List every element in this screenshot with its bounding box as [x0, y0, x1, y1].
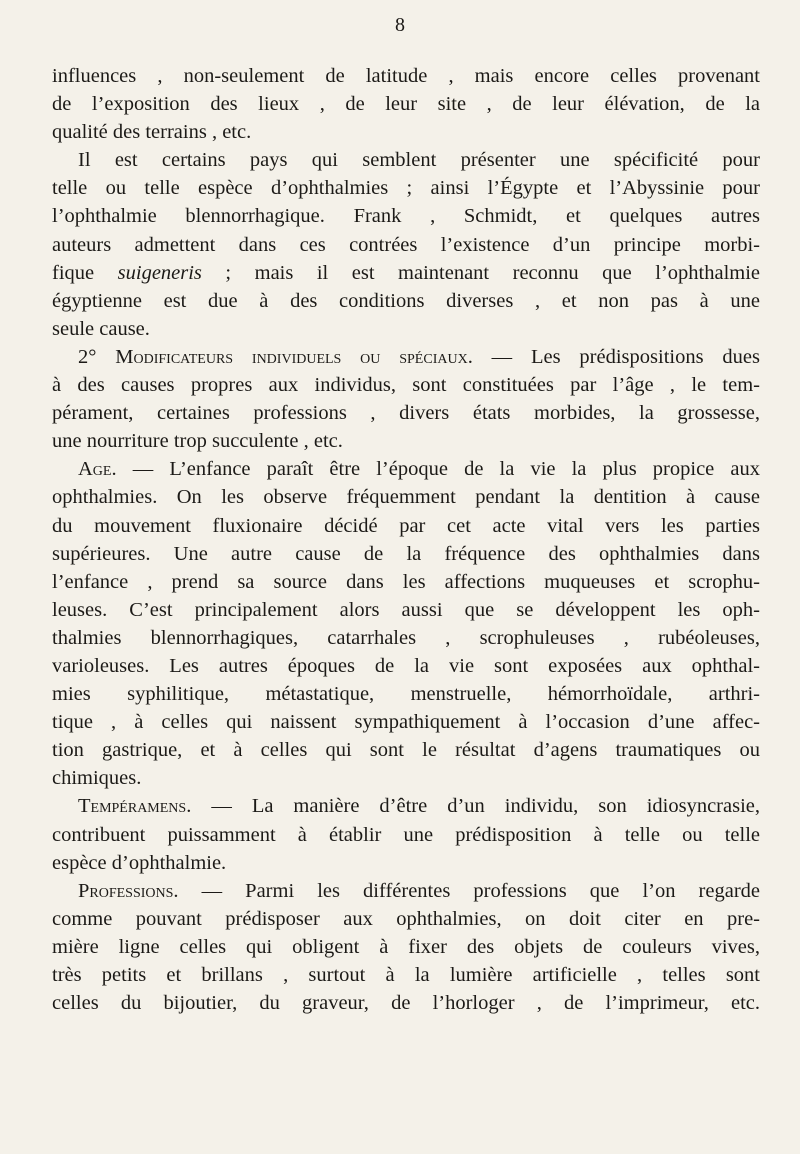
text-line: chimiques.	[52, 767, 142, 790]
text-line: ophthalmies. On les observe fréquemment pendant la dentition à cause	[52, 486, 760, 509]
text-line: mies syphilitique, métastatique, menstruelle, hémorrhoïdale, arthri-	[52, 683, 760, 706]
text-line: influences , non-seulement de latitude , mais encore celles provenant	[52, 65, 760, 87]
text-line: supérieures. Une autre cause de la fréquence des ophthalmies dans	[52, 542, 760, 565]
text-line: pérament, certaines professions , divers états morbides, la grossesse,	[52, 402, 760, 425]
text-line: thalmies blennorrhagiques, catarrhales , scrophuleuses , rubéoleuses,	[52, 626, 760, 649]
paragraph-modificateurs	[52, 343, 760, 455]
text-line	[52, 877, 760, 905]
text-fragment: — Parmi les différentes professions que l’on regarde	[178, 879, 760, 902]
text-fragment: ; mais il est maintenant reconnu que l’ophthalmie	[201, 261, 761, 284]
paragraph-specificite	[52, 146, 760, 343]
text-line: du mouvement fluxionaire décidé par cet acte vital vers les parties	[52, 514, 760, 537]
paragraph-age	[52, 455, 760, 792]
paragraph-influences	[52, 62, 760, 146]
text-line: telle ou telle espèce d’ophthalmies ; ainsi l’Égypte et l’Abyssinie pour	[52, 177, 760, 200]
italic-term: suigeneris	[117, 261, 202, 284]
text-line	[52, 455, 760, 483]
text-line: Il est certains pays qui semblent présenter une spécificité pour	[78, 149, 760, 172]
text-fragment: fique	[52, 261, 118, 284]
text-line: tion gastrique, et à celles qui sont le résultat d’agens traumatiques ou	[52, 739, 760, 762]
text-line: qualité des terrains , etc.	[52, 121, 252, 144]
paragraph-professions	[52, 877, 760, 1017]
text-line: tique , à celles qui naissent sympathiquement à l’occasion d’une affec-	[52, 711, 760, 734]
text-line: seule cause.	[52, 317, 150, 340]
text-line: très petits et brillans , surtout à la lumière artificielle , telles sont	[52, 964, 760, 986]
text-line	[52, 792, 760, 820]
section-heading: 2° Modificateurs individuels ou spéciaux.	[78, 345, 473, 368]
section-heading: Age.	[78, 458, 117, 481]
text-line: l’enfance , prend sa source dans les affections muqueuses et scrophu-	[52, 570, 760, 593]
text-fragment: — Les prédispositions dues	[472, 345, 760, 368]
section-heading: Professions.	[78, 879, 179, 902]
text-line: mière ligne celles qui obligent à fixer des objets de couleurs vives,	[52, 935, 760, 958]
text-line: auteurs admettent dans ces contrées l’existence d’un principe morbi-	[52, 233, 760, 256]
text-fragment: — L’enfance paraît être l’époque de la vie la plus propice aux	[116, 458, 760, 481]
text-line: égyptienne est due à des conditions diverses , et non pas à une	[52, 289, 760, 312]
text-line: espèce d’ophthalmie.	[52, 851, 227, 874]
text-fragment: — La manière d’être d’un individu, son idiosyncrasie,	[191, 795, 760, 818]
body-text	[52, 62, 760, 1017]
text-line: l’ophthalmie blennorrhagique. Frank , Schmidt, et quelques autres	[52, 205, 760, 228]
text-line: une nourriture trop succulente , etc.	[52, 430, 343, 453]
paragraph-temperamens	[52, 792, 760, 876]
section-heading: Tempéramens.	[78, 795, 192, 818]
text-line: leuses. C’est principalement alors aussi que se développent les oph-	[52, 598, 760, 621]
text-line: comme pouvant prédisposer aux ophthalmies, on doit citer en pre-	[52, 907, 760, 930]
text-line: celles du bijoutier, du graveur, de l’horloger , de l’imprimeur, etc.	[52, 992, 760, 1015]
page-number: 8	[395, 14, 405, 36]
text-line: contribuent puissamment à établir une prédisposition à telle ou telle	[52, 823, 760, 846]
text-line-with-italic	[52, 259, 760, 287]
text-line	[52, 343, 760, 371]
text-line: varioleuses. Les autres époques de la vie sont exposées aux ophthal-	[52, 654, 760, 677]
text-line: à des causes propres aux individus, sont constituées par l’âge , le tem-	[52, 374, 760, 397]
text-line: de l’exposition des lieux , de leur site , de leur élévation, de la	[52, 93, 760, 116]
